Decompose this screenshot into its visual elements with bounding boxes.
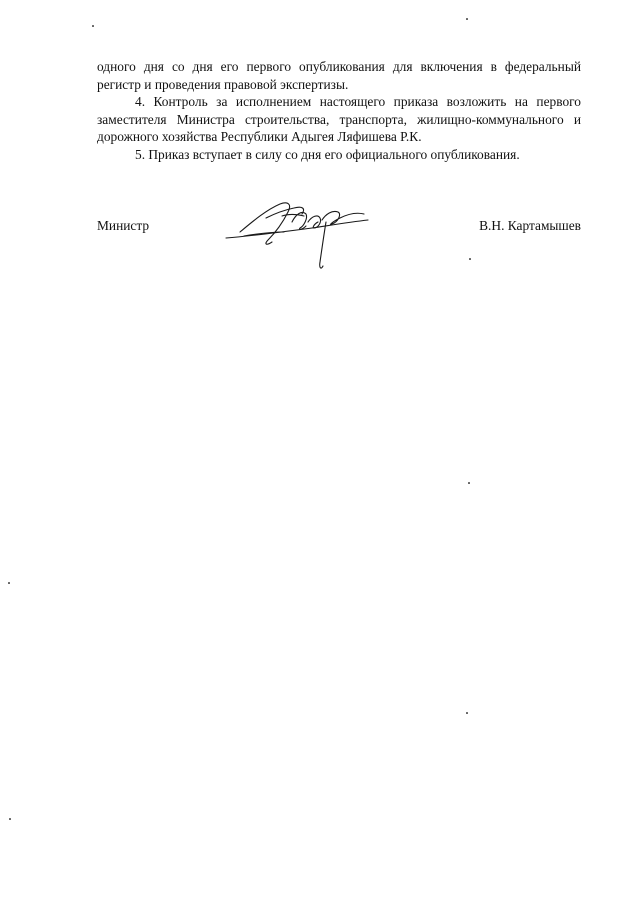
scan-speck [9, 818, 11, 820]
scan-speck [92, 25, 94, 27]
document-body [97, 58, 581, 163]
handwritten-signature [222, 192, 372, 274]
paragraph-continuation: одного дня со дня его первого опубликования для включения в федеральный регистр и проведения правовой экспертизы. [97, 59, 581, 92]
scan-speck [468, 482, 470, 484]
signatory-name: В.Н. Картамышев [479, 218, 581, 233]
signatory-title: Министр [97, 218, 150, 233]
scan-speck [469, 258, 471, 260]
paragraph-item-4: 4. Контроль за исполнением настоящего приказа возложить на первого заместителя Министра строительства, транспорта, жилищно-коммунального и дорожного хозяйства Республики Адыгея Ляфишева Р.К. [97, 94, 581, 144]
scan-speck [466, 712, 468, 714]
paragraph-item-5: 5. Приказ вступает в силу со дня его официального опубликования. [135, 146, 520, 162]
scan-speck [8, 582, 10, 584]
scan-speck [466, 18, 468, 20]
